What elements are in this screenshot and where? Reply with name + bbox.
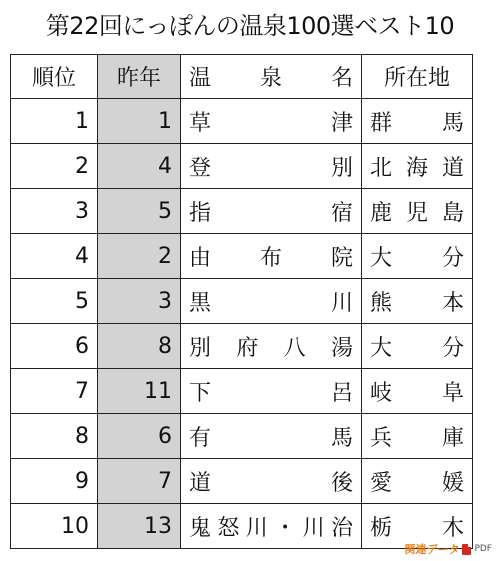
spread-char: 川	[330, 290, 353, 316]
onsen-name-spread	[189, 466, 353, 497]
cell-rank: 1	[11, 99, 98, 144]
spread-char: 庫	[441, 425, 464, 451]
table-row	[11, 189, 473, 234]
spread-char: 川	[245, 515, 268, 541]
cell-prefecture	[362, 324, 473, 369]
table-row	[11, 369, 473, 414]
header-name-spread	[189, 61, 353, 92]
cell-last-year: 6	[98, 414, 181, 459]
spread-char: 岐	[370, 380, 393, 406]
spread-char: 府	[236, 335, 259, 361]
onsen-name-spread	[189, 151, 353, 182]
prefecture-spread	[370, 466, 464, 497]
prefecture-spread	[370, 196, 464, 227]
prefecture-spread	[370, 421, 464, 452]
table-row	[11, 324, 473, 369]
table-header-row	[11, 55, 473, 99]
spread-char: 馬	[330, 425, 353, 451]
prefecture-spread	[370, 286, 464, 317]
cell-last-year: 1	[98, 99, 181, 144]
spread-char: 登	[189, 155, 212, 181]
spread-char: 指	[189, 200, 212, 226]
cell-onsen-name	[181, 324, 362, 369]
spread-char: 鹿	[370, 200, 393, 226]
cell-last-year: 3	[98, 279, 181, 324]
cell-onsen-name	[181, 414, 362, 459]
prefecture-spread	[370, 106, 464, 137]
page-title: 第22回にっぽんの温泉100選ベスト10	[45, 12, 455, 40]
onsen-name-spread	[189, 286, 353, 317]
spread-char: 有	[189, 425, 212, 451]
pdf-icon[interactable]	[462, 544, 471, 555]
spread-char: 川	[302, 515, 325, 541]
spread-char: 布	[259, 245, 282, 271]
cell-rank: 9	[11, 459, 98, 504]
cell-rank: 4	[11, 234, 98, 279]
spread-char: 島	[441, 200, 464, 226]
cell-onsen-name	[181, 369, 362, 414]
cell-onsen-name	[181, 234, 362, 279]
related-data-link[interactable]: 関連データ	[404, 543, 460, 556]
spread-char: 怒	[217, 515, 240, 541]
table-row	[11, 504, 473, 549]
onsen-name-spread	[189, 106, 353, 137]
cell-last-year: 7	[98, 459, 181, 504]
cell-rank: 8	[11, 414, 98, 459]
ranking-table	[10, 54, 473, 549]
onsen-name-spread	[189, 421, 353, 452]
spread-char: 泉	[259, 66, 282, 91]
prefecture-spread	[370, 376, 464, 407]
spread-char: 熊	[370, 290, 393, 316]
spread-char: 海	[405, 155, 428, 181]
table-row	[11, 414, 473, 459]
cell-rank: 3	[11, 189, 98, 234]
cell-last-year: 5	[98, 189, 181, 234]
spread-char: 下	[189, 380, 212, 406]
spread-char: 鬼	[189, 515, 212, 541]
header-last-year: 昨年	[98, 55, 181, 99]
spread-char: 道	[441, 155, 464, 181]
cell-onsen-name	[181, 189, 362, 234]
cell-last-year: 4	[98, 144, 181, 189]
prefecture-spread	[370, 511, 464, 542]
table-row	[11, 459, 473, 504]
spread-char: 馬	[441, 110, 464, 136]
prefecture-spread	[370, 241, 464, 272]
cell-last-year: 2	[98, 234, 181, 279]
spread-char: 八	[283, 335, 306, 361]
cell-onsen-name	[181, 504, 362, 549]
onsen-name-spread	[189, 511, 353, 542]
spread-char: 湯	[330, 335, 353, 361]
spread-char: 分	[441, 245, 464, 271]
cell-last-year: 11	[98, 369, 181, 414]
spread-char: 院	[330, 245, 353, 271]
spread-char: 宿	[330, 200, 353, 226]
spread-char: 大	[370, 245, 393, 271]
spread-char: 別	[330, 155, 353, 181]
spread-char: 黒	[189, 290, 212, 316]
prefecture-spread	[370, 331, 464, 362]
spread-char: 媛	[441, 470, 464, 496]
onsen-name-spread	[189, 241, 353, 272]
spread-char: 大	[370, 335, 393, 361]
spread-char: 北	[370, 155, 393, 181]
spread-char: 名	[330, 66, 353, 91]
cell-last-year: 8	[98, 324, 181, 369]
spread-char: 温	[189, 66, 212, 91]
cell-prefecture	[362, 459, 473, 504]
spread-char: 後	[330, 470, 353, 496]
onsen-name-spread	[189, 331, 353, 362]
table-body	[11, 99, 473, 549]
header-name	[181, 55, 362, 99]
onsen-name-spread	[189, 196, 353, 227]
cell-onsen-name	[181, 459, 362, 504]
spread-char: 治	[330, 515, 353, 541]
spread-char: ・	[274, 515, 297, 541]
spread-char: 本	[441, 290, 464, 316]
cell-rank: 6	[11, 324, 98, 369]
table-row	[11, 279, 473, 324]
header-rank: 順位	[11, 55, 98, 99]
cell-onsen-name	[181, 144, 362, 189]
cell-prefecture	[362, 414, 473, 459]
header-prefecture: 所在地	[362, 55, 473, 99]
cell-last-year: 13	[98, 504, 181, 549]
spread-char: 阜	[441, 380, 464, 406]
cell-prefecture	[362, 279, 473, 324]
spread-char: 分	[441, 335, 464, 361]
spread-char: 道	[189, 470, 212, 496]
table-row	[11, 234, 473, 279]
cell-prefecture	[362, 99, 473, 144]
spread-char: 栃	[370, 515, 393, 541]
spread-char: 別	[189, 335, 212, 361]
spread-char: 津	[330, 110, 353, 136]
spread-char: 愛	[370, 470, 393, 496]
table-row	[11, 99, 473, 144]
spread-char: 兵	[370, 425, 393, 451]
cell-rank: 5	[11, 279, 98, 324]
cell-prefecture	[362, 369, 473, 414]
cell-rank: 7	[11, 369, 98, 414]
cell-prefecture	[362, 189, 473, 234]
prefecture-spread	[370, 151, 464, 182]
cell-prefecture	[362, 144, 473, 189]
related-data-footer[interactable]	[404, 541, 492, 557]
cell-rank: 10	[11, 504, 98, 549]
onsen-name-spread	[189, 376, 353, 407]
pdf-label[interactable]: PDF	[474, 544, 492, 554]
cell-rank: 2	[11, 144, 98, 189]
spread-char: 由	[189, 245, 212, 271]
spread-char: 群	[370, 110, 393, 136]
spread-char: 木	[441, 515, 464, 541]
spread-char: 児	[405, 200, 428, 226]
table-row	[11, 144, 473, 189]
spread-char: 呂	[330, 380, 353, 406]
cell-prefecture	[362, 234, 473, 279]
cell-onsen-name	[181, 279, 362, 324]
cell-onsen-name	[181, 99, 362, 144]
spread-char: 草	[189, 110, 212, 136]
